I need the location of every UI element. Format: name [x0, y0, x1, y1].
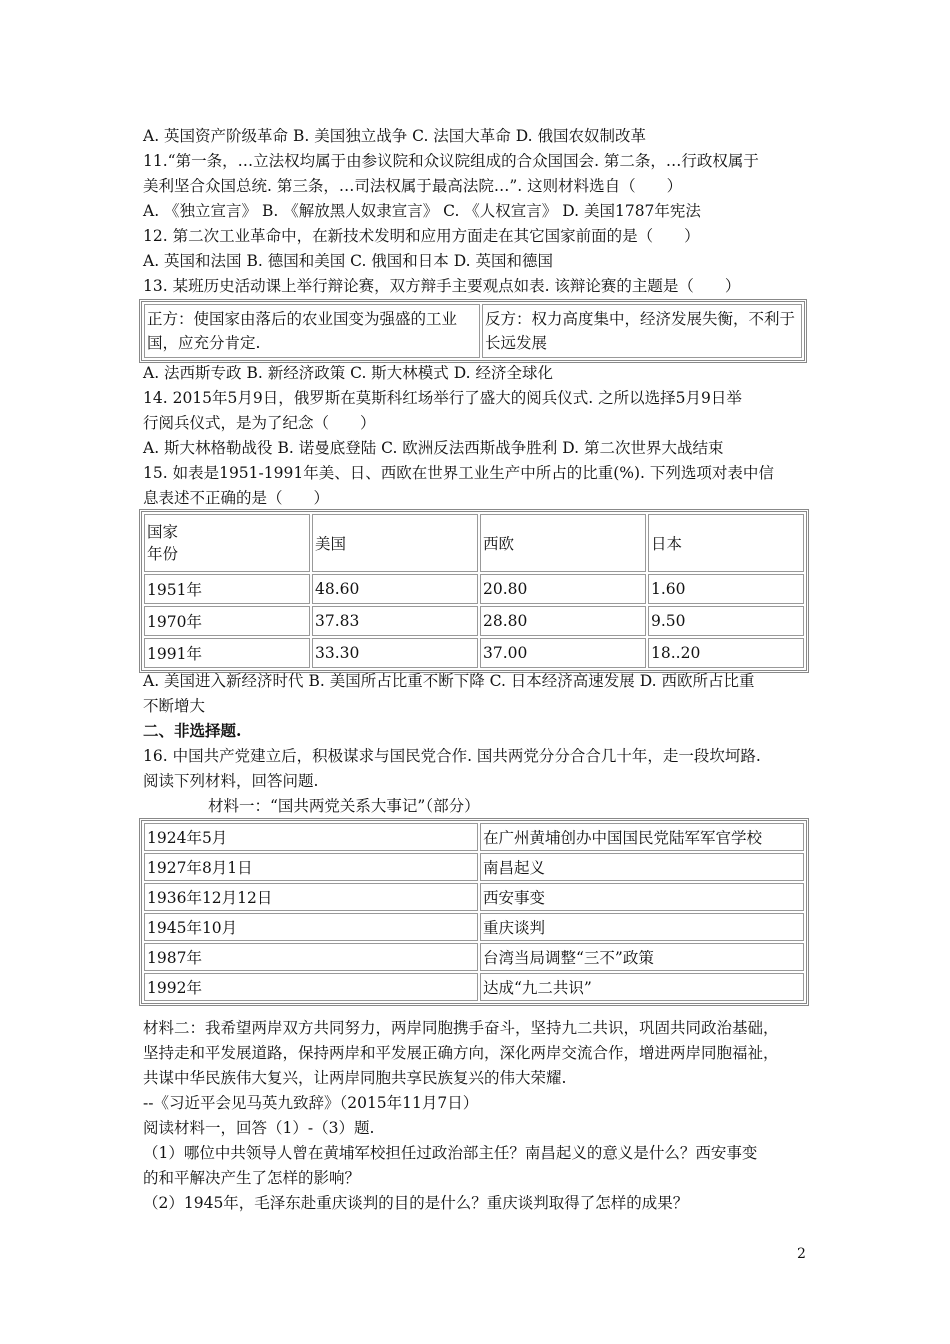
- industry-header-usa: 美国: [312, 514, 478, 572]
- industry-cell: 37.00: [480, 638, 646, 668]
- debate-table: [139, 299, 807, 363]
- material2-source: --《习近平会见马英九致辞》（2015年11月7日）: [143, 1094, 479, 1112]
- industry-year: 1991年: [144, 638, 310, 668]
- event-date: 1924年5月: [144, 823, 478, 851]
- event-date: 1936年12月12日: [144, 883, 478, 911]
- section-heading: 二、非选择题.: [143, 721, 242, 740]
- industry-header-europe: 西欧: [480, 514, 646, 572]
- industry-corner-cell: [144, 514, 310, 572]
- sub-question-1-cont: 的和平解决产生了怎样的影响？: [143, 1169, 361, 1187]
- event-desc: 达成“九二共识”: [480, 973, 804, 1001]
- event-date: 1945年10月: [144, 913, 478, 941]
- q15-options: A. 美国进入新经济时代 B. 美国所占比重不断下降 C. 日本经济高速发展 D. 西欧所占比重: [143, 672, 755, 690]
- event-row: [144, 823, 804, 851]
- sub-question-2: （2）1945年，毛泽东赴重庆谈判的目的是什么？重庆谈判取得了怎样的成果？: [143, 1194, 689, 1212]
- event-row: [144, 883, 804, 911]
- event-date: 1987年: [144, 943, 478, 971]
- industry-cell: 9.50: [648, 606, 804, 636]
- material2-text-end: 共谋中华民族伟大复兴，让两岸同胞共享民族复兴的伟大荣耀.: [143, 1069, 567, 1087]
- q13-options: A. 法西斯专政 B. 新经济政策 C. 斯大林模式 D. 经济全球化: [143, 364, 553, 382]
- corner-year-label: 年份: [147, 545, 179, 563]
- industry-table: [139, 509, 809, 673]
- reading-instruction: 阅读材料一，回答（1）-（3）题.: [143, 1119, 375, 1137]
- industry-cell: 20.80: [480, 574, 646, 604]
- material2-text: 材料二：我希望两岸双方共同努力，两岸同胞携手奋斗，坚持九二共识，巩固共同政治基础，: [143, 1019, 779, 1037]
- material1-title: 材料一：“国共两党关系大事记”（部分）: [208, 797, 480, 815]
- event-row: [144, 943, 804, 971]
- q11-text-cont: 美利坚合众国总统. 第三条，…司法权属于最高法院…”. 这则材料选自（ ）: [143, 177, 683, 195]
- industry-cell: 28.80: [480, 606, 646, 636]
- q13-text: 13. 某班历史活动课上举行辩论赛，双方辩手主要观点如表. 该辩论赛的主题是（ ）: [143, 277, 741, 295]
- page-number: 2: [797, 1246, 806, 1262]
- industry-cell: 48.60: [312, 574, 478, 604]
- industry-cell: 18..20: [648, 638, 804, 668]
- event-date: 1927年8月1日: [144, 853, 478, 881]
- corner-country-label: 国家: [147, 523, 179, 541]
- q10-options: A. 英国资产阶级革命 B. 美国独立战争 C. 法国大革命 D. 俄国农奴制改革: [143, 127, 646, 145]
- q14-text: 14. 2015年5月9日，俄罗斯在莫斯科红场举行了盛大的阅兵仪式. 之所以选择5月9日举: [143, 389, 742, 407]
- event-desc: 南昌起义: [480, 853, 804, 881]
- material2-text-cont: 坚持走和平发展道路，保持两岸和平发展正确方向，深化两岸交流合作，增进两岸同胞福祉，: [143, 1044, 779, 1062]
- q12-options: A. 英国和法国 B. 德国和美国 C. 俄国和日本 D. 英国和德国: [143, 252, 553, 270]
- industry-year: 1951年: [144, 574, 310, 604]
- event-row: [144, 973, 804, 1001]
- q14-options: A. 斯大林格勒战役 B. 诺曼底登陆 C. 欧洲反法西斯战争胜利 D. 第二次世界大战结束: [143, 439, 724, 457]
- q16-text-cont: 阅读下列材料，回答问题.: [143, 772, 319, 790]
- event-date: 1992年: [144, 973, 478, 1001]
- debate-pro: 正方：使国家由落后的农业国变为强盛的工业国，应充分肯定.: [144, 304, 480, 358]
- debate-con: 反方：权力高度集中，经济发展失衡，不利于长远发展: [482, 304, 802, 358]
- q15-options-cont: 不断增大: [143, 697, 206, 715]
- industry-row: [144, 574, 804, 604]
- q11-options: A. 《独立宣言》 B. 《解放黑人奴隶宣言》 C. 《人权宣言》 D. 美国1787年宪法: [143, 202, 701, 220]
- industry-header-japan: 日本: [648, 514, 804, 572]
- q15-text-cont: 息表述不正确的是（ ）: [143, 489, 330, 507]
- q16-text: 16. 中国共产党建立后，积极谋求与国民党合作. 国共两党分分合合几十年，走一段坎坷路.: [143, 747, 761, 765]
- event-desc: 重庆谈判: [480, 913, 804, 941]
- q11-text: 11.“第一条，…立法权均属于由参议院和众议院组成的合众国国会. 第二条，…行政权属于: [143, 152, 759, 170]
- event-row: [144, 853, 804, 881]
- industry-cell: 37.83: [312, 606, 478, 636]
- q15-text: 15. 如表是1951-1991年美、日、西欧在世界工业生产中所占的比重(%). 下列选项对表中信: [143, 464, 774, 482]
- industry-year: 1970年: [144, 606, 310, 636]
- industry-row: [144, 606, 804, 636]
- event-desc: 在广州黄埔创办中国国民党陆军军官学校: [480, 823, 804, 851]
- industry-cell: 33.30: [312, 638, 478, 668]
- event-desc: 台湾当局调整“三不”政策: [480, 943, 804, 971]
- event-desc: 西安事变: [480, 883, 804, 911]
- q12-text: 12. 第二次工业革命中，在新技术发明和应用方面走在其它国家前面的是（ ）: [143, 227, 700, 245]
- industry-cell: 1.60: [648, 574, 804, 604]
- event-row: [144, 913, 804, 941]
- industry-row: [144, 638, 804, 668]
- q14-text-cont: 行阅兵仪式，是为了纪念（ ）: [143, 414, 376, 432]
- events-table: [139, 818, 809, 1006]
- sub-question-1: （1）哪位中共领导人曾在黄埔军校担任过政治部主任？南昌起义的意义是什么？西安事变: [143, 1144, 758, 1162]
